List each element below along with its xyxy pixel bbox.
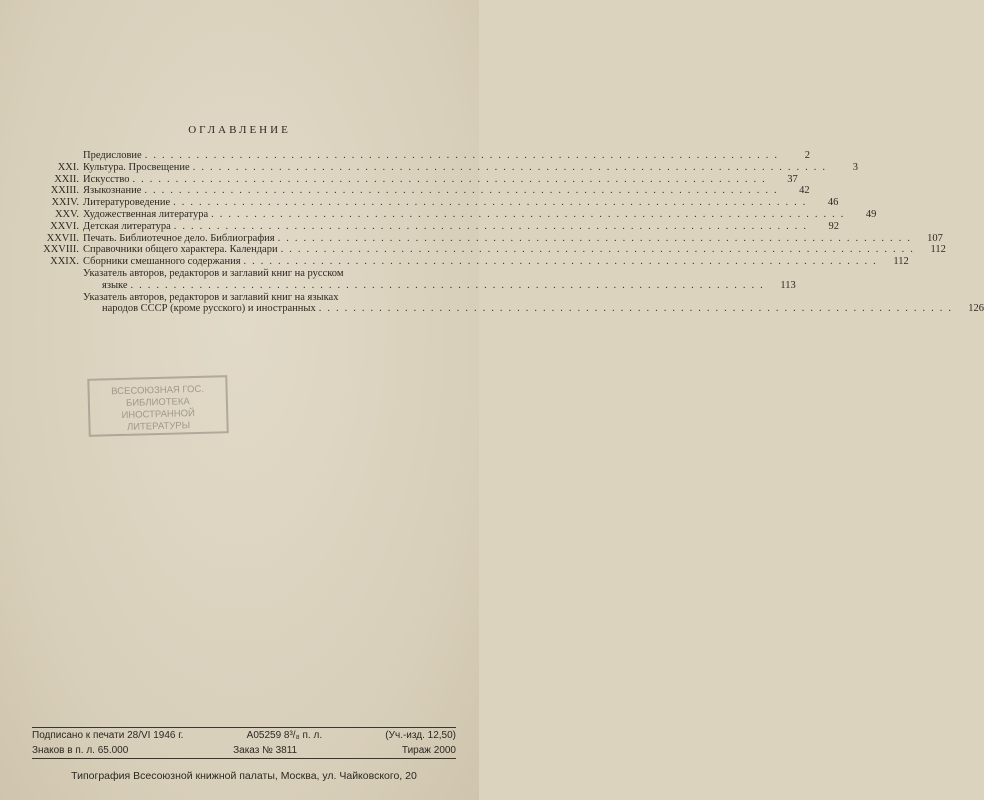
toc-entry-index-russian xyxy=(36,267,796,292)
edition-sheets: (Уч.-изд. 12,50) xyxy=(385,730,456,741)
toc-entry-page: 2 xyxy=(804,150,810,161)
toc-entry-page: 46 xyxy=(827,197,839,209)
toc-entry xyxy=(36,150,810,162)
toc-entry xyxy=(36,232,943,245)
toc-leader-dots: .......................................................................... xyxy=(173,220,812,232)
toc-entry xyxy=(36,256,909,268)
toc-entry-label-cont: языке xyxy=(102,279,128,291)
stamp-line: ИНОСТРАННОЙ xyxy=(121,408,196,421)
toc-entry-number: XXIII. xyxy=(50,185,79,197)
toc-entry-number: XXIV. xyxy=(51,197,79,209)
toc-entry-label-cont: народов СССР (кроме русского) и иностранных xyxy=(102,303,316,315)
order-code: А05259 8³/₈ п. л. xyxy=(246,730,323,741)
library-stamp xyxy=(87,375,228,437)
stamp-line: ВСЕСОЮЗНАЯ ГОС. БИБЛИОТЕКА xyxy=(111,383,205,409)
toc-leader-dots: .......................................................................... xyxy=(277,232,916,244)
toc-entry-page: 42 xyxy=(799,185,810,197)
toc-leader-dots: .......................................................................... xyxy=(243,256,882,268)
divider xyxy=(32,758,456,759)
toc-entry xyxy=(36,173,798,186)
toc-entry-label: Печать. Библиотечное дело. Библиография xyxy=(83,232,275,244)
toc-entry-label: Художественная литература xyxy=(83,208,209,220)
toc-leader-dots: .......................................................................... xyxy=(144,185,783,197)
toc-leader-dots: .......................................................................... xyxy=(318,303,957,315)
imprint-row xyxy=(32,743,456,758)
toc-entry xyxy=(36,185,810,197)
toc-entry-label: Искусство xyxy=(83,173,130,185)
toc-title: ОГЛАВЛЕНИЕ xyxy=(188,124,291,136)
printer-line: Типография Всесоюзной книжной палаты, Москва, ул. Чайковского, 20 xyxy=(71,770,417,782)
toc-leader-dots: .......................................................................... xyxy=(130,279,769,291)
toc-entry-number: XXV. xyxy=(54,208,79,220)
toc-entry xyxy=(36,197,839,209)
toc-entry-page: 107 xyxy=(927,232,943,244)
toc-entry-page: 112 xyxy=(930,244,946,256)
toc-leader-dots: .......................................................................... xyxy=(144,150,783,161)
toc-entry xyxy=(36,244,946,256)
toc-entry xyxy=(36,208,877,221)
toc-entry-page: 126 xyxy=(968,303,984,315)
toc-leader-dots: .......................................................................... xyxy=(132,173,771,185)
toc-entry xyxy=(36,161,858,174)
toc-entry-page: 113 xyxy=(780,279,796,291)
toc-entry-number: XXII. xyxy=(54,173,79,185)
toc-entry-page: 37 xyxy=(787,173,798,185)
table-of-contents xyxy=(36,150,984,315)
toc-entry-page: 3 xyxy=(852,161,858,173)
toc-entry-label: Сборники смешанного содержания xyxy=(83,256,241,268)
toc-entry-page: 112 xyxy=(893,256,909,268)
toc-entry-page: 92 xyxy=(828,220,839,232)
toc-entry-number: XXI. xyxy=(57,161,79,173)
toc-entry-label: Детская литература xyxy=(83,220,171,232)
toc-entry-label: Предисловие xyxy=(83,150,142,161)
toc-leader-dots: .......................................................................... xyxy=(192,161,831,173)
imprint-row xyxy=(32,728,456,743)
toc-entry-label: Литературоведение xyxy=(83,197,171,209)
toc-leader-dots: .......................................................................... xyxy=(173,197,812,209)
toc-entry-label: Культура. Просвещение xyxy=(83,161,190,173)
toc-leader-dots: .......................................................................... xyxy=(280,244,919,256)
toc-entry-number: XXVII. xyxy=(46,232,79,244)
toc-entry-page: 49 xyxy=(865,208,877,220)
toc-leader-dots: .......................................................................... xyxy=(211,208,850,220)
toc-entry-label: Указатель авторов, редакторов и заглавий книг на русском xyxy=(83,267,344,279)
toc-entry-label: Языкознание xyxy=(83,185,142,197)
toc-entry-label: Указатель авторов, редакторов и заглавий книг на языках xyxy=(83,291,339,303)
toc-entry xyxy=(36,220,839,233)
toc-entry-number: XXVIII. xyxy=(43,244,79,256)
order-number: Заказ № 3811 xyxy=(233,745,298,756)
print-run: Тираж 2000 xyxy=(401,745,456,756)
toc-entry-continuation xyxy=(36,303,984,315)
toc-entry-index-other xyxy=(36,291,984,316)
chars-per-sheet: Знаков в п. л. 65.000 xyxy=(32,745,129,756)
toc-entry-number: XXVI. xyxy=(50,220,79,232)
stamp-line: ЛИТЕРАТУРЫ xyxy=(126,420,191,433)
imprint-block xyxy=(32,727,456,759)
toc-entry-number: XXIX. xyxy=(50,256,79,268)
toc-entry-label: Справочники общего характера. Календари xyxy=(83,244,278,256)
toc-entry-continuation xyxy=(36,279,796,292)
signed-to-print: Подписано к печати 28/VI 1946 г. xyxy=(32,730,184,741)
